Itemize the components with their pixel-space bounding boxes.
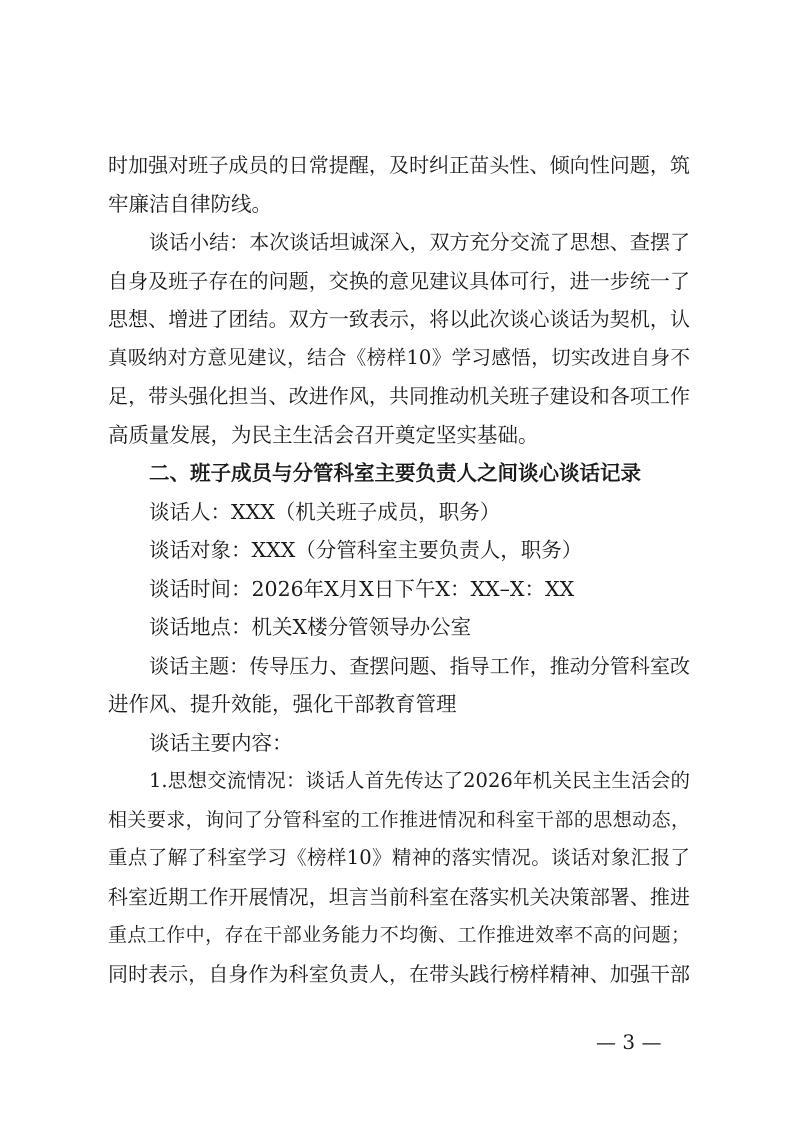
text-line [0, 186, 793, 222]
location-field: 谈话地点：机关X楼分管领导办公室 [149, 615, 472, 639]
time-field: 谈话时间：2026年X月X日下午X：XX–X：XX [149, 577, 575, 601]
text-line [0, 263, 793, 299]
page-number: — 3 — [596, 1030, 662, 1054]
speaker-field: 谈话人：XXX（机关班子成员，职务） [149, 500, 501, 524]
paragraph-text: 重点工作中，存在干部业务能力不均衡、工作推进效率不高的问题； [108, 924, 690, 946]
text-line [0, 609, 793, 645]
section-heading-line [0, 455, 793, 491]
text-line [0, 840, 793, 876]
text-line [0, 763, 793, 799]
content-heading: 谈话主要内容： [149, 731, 293, 755]
paragraph-text: 思想、增进了团结。双方一致表示，将以此次谈心谈话为契机，认 [108, 307, 690, 331]
text-line [0, 686, 793, 722]
paragraph-text: 高质量发展，为民主生活会召开奠定坚实基础。 [108, 423, 539, 447]
text-line [0, 378, 793, 414]
paragraph-text: 科室近期工作开展情况，坦言当前科室在落实机关决策部署、推进 [108, 885, 690, 909]
text-line [0, 917, 793, 953]
paragraph-text: 进作风、提升效能，强化干部教育管理 [108, 692, 457, 716]
text-line [0, 494, 793, 530]
text-line [0, 956, 793, 992]
text-line [0, 301, 793, 337]
paragraph-text: 相关要求，询问了分管科室的工作推进情况和科室干部的思想动态， [108, 809, 690, 831]
section-heading: 二、班子成员与分管科室主要负责人之间谈心谈话记录 [149, 461, 641, 485]
text-line [0, 147, 793, 183]
paragraph-text: 牢廉洁自律防线。 [108, 192, 272, 216]
paragraph-text: 重点了解了科室学习《榜样10》精神的落实情况。谈话对象汇报了 [108, 846, 690, 869]
text-line [0, 879, 793, 915]
topic-field: 谈话主题：传导压力、查摆问题、指导工作，推动分管科室改 [149, 654, 690, 678]
subject-field: 谈话对象：XXX（分管科室主要负责人，职务） [149, 538, 583, 562]
paragraph-text: 1.思想交流情况：谈话人首先传达了2026年机关民主生活会的 [149, 769, 690, 792]
text-line [0, 571, 793, 607]
text-line [0, 802, 793, 838]
paragraph-text: 足，带头强化担当、改进作风，共同推动机关班子建设和各项工作 [108, 384, 690, 408]
text-line [0, 340, 793, 376]
text-line [0, 725, 793, 761]
text-line [0, 532, 793, 568]
paragraph-text: 谈话小结：本次谈话坦诚深入，双方充分交流了思想、查摆了 [149, 230, 690, 254]
text-line [0, 224, 793, 260]
paragraph-text: 真吸纳对方意见建议，结合《榜样10》学习感悟，切实改进自身不 [108, 346, 690, 369]
paragraph-text: 自身及班子存在的问题，交换的意见建议具体可行，进一步统一了 [108, 269, 690, 293]
text-line [0, 417, 793, 453]
text-line [0, 648, 793, 684]
paragraph-text: 同时表示，自身作为科室负责人，在带头践行榜样精神、加强干部 [108, 962, 690, 986]
paragraph-text: 时加强对班子成员的日常提醒，及时纠正苗头性、倾向性问题，筑 [108, 153, 690, 177]
